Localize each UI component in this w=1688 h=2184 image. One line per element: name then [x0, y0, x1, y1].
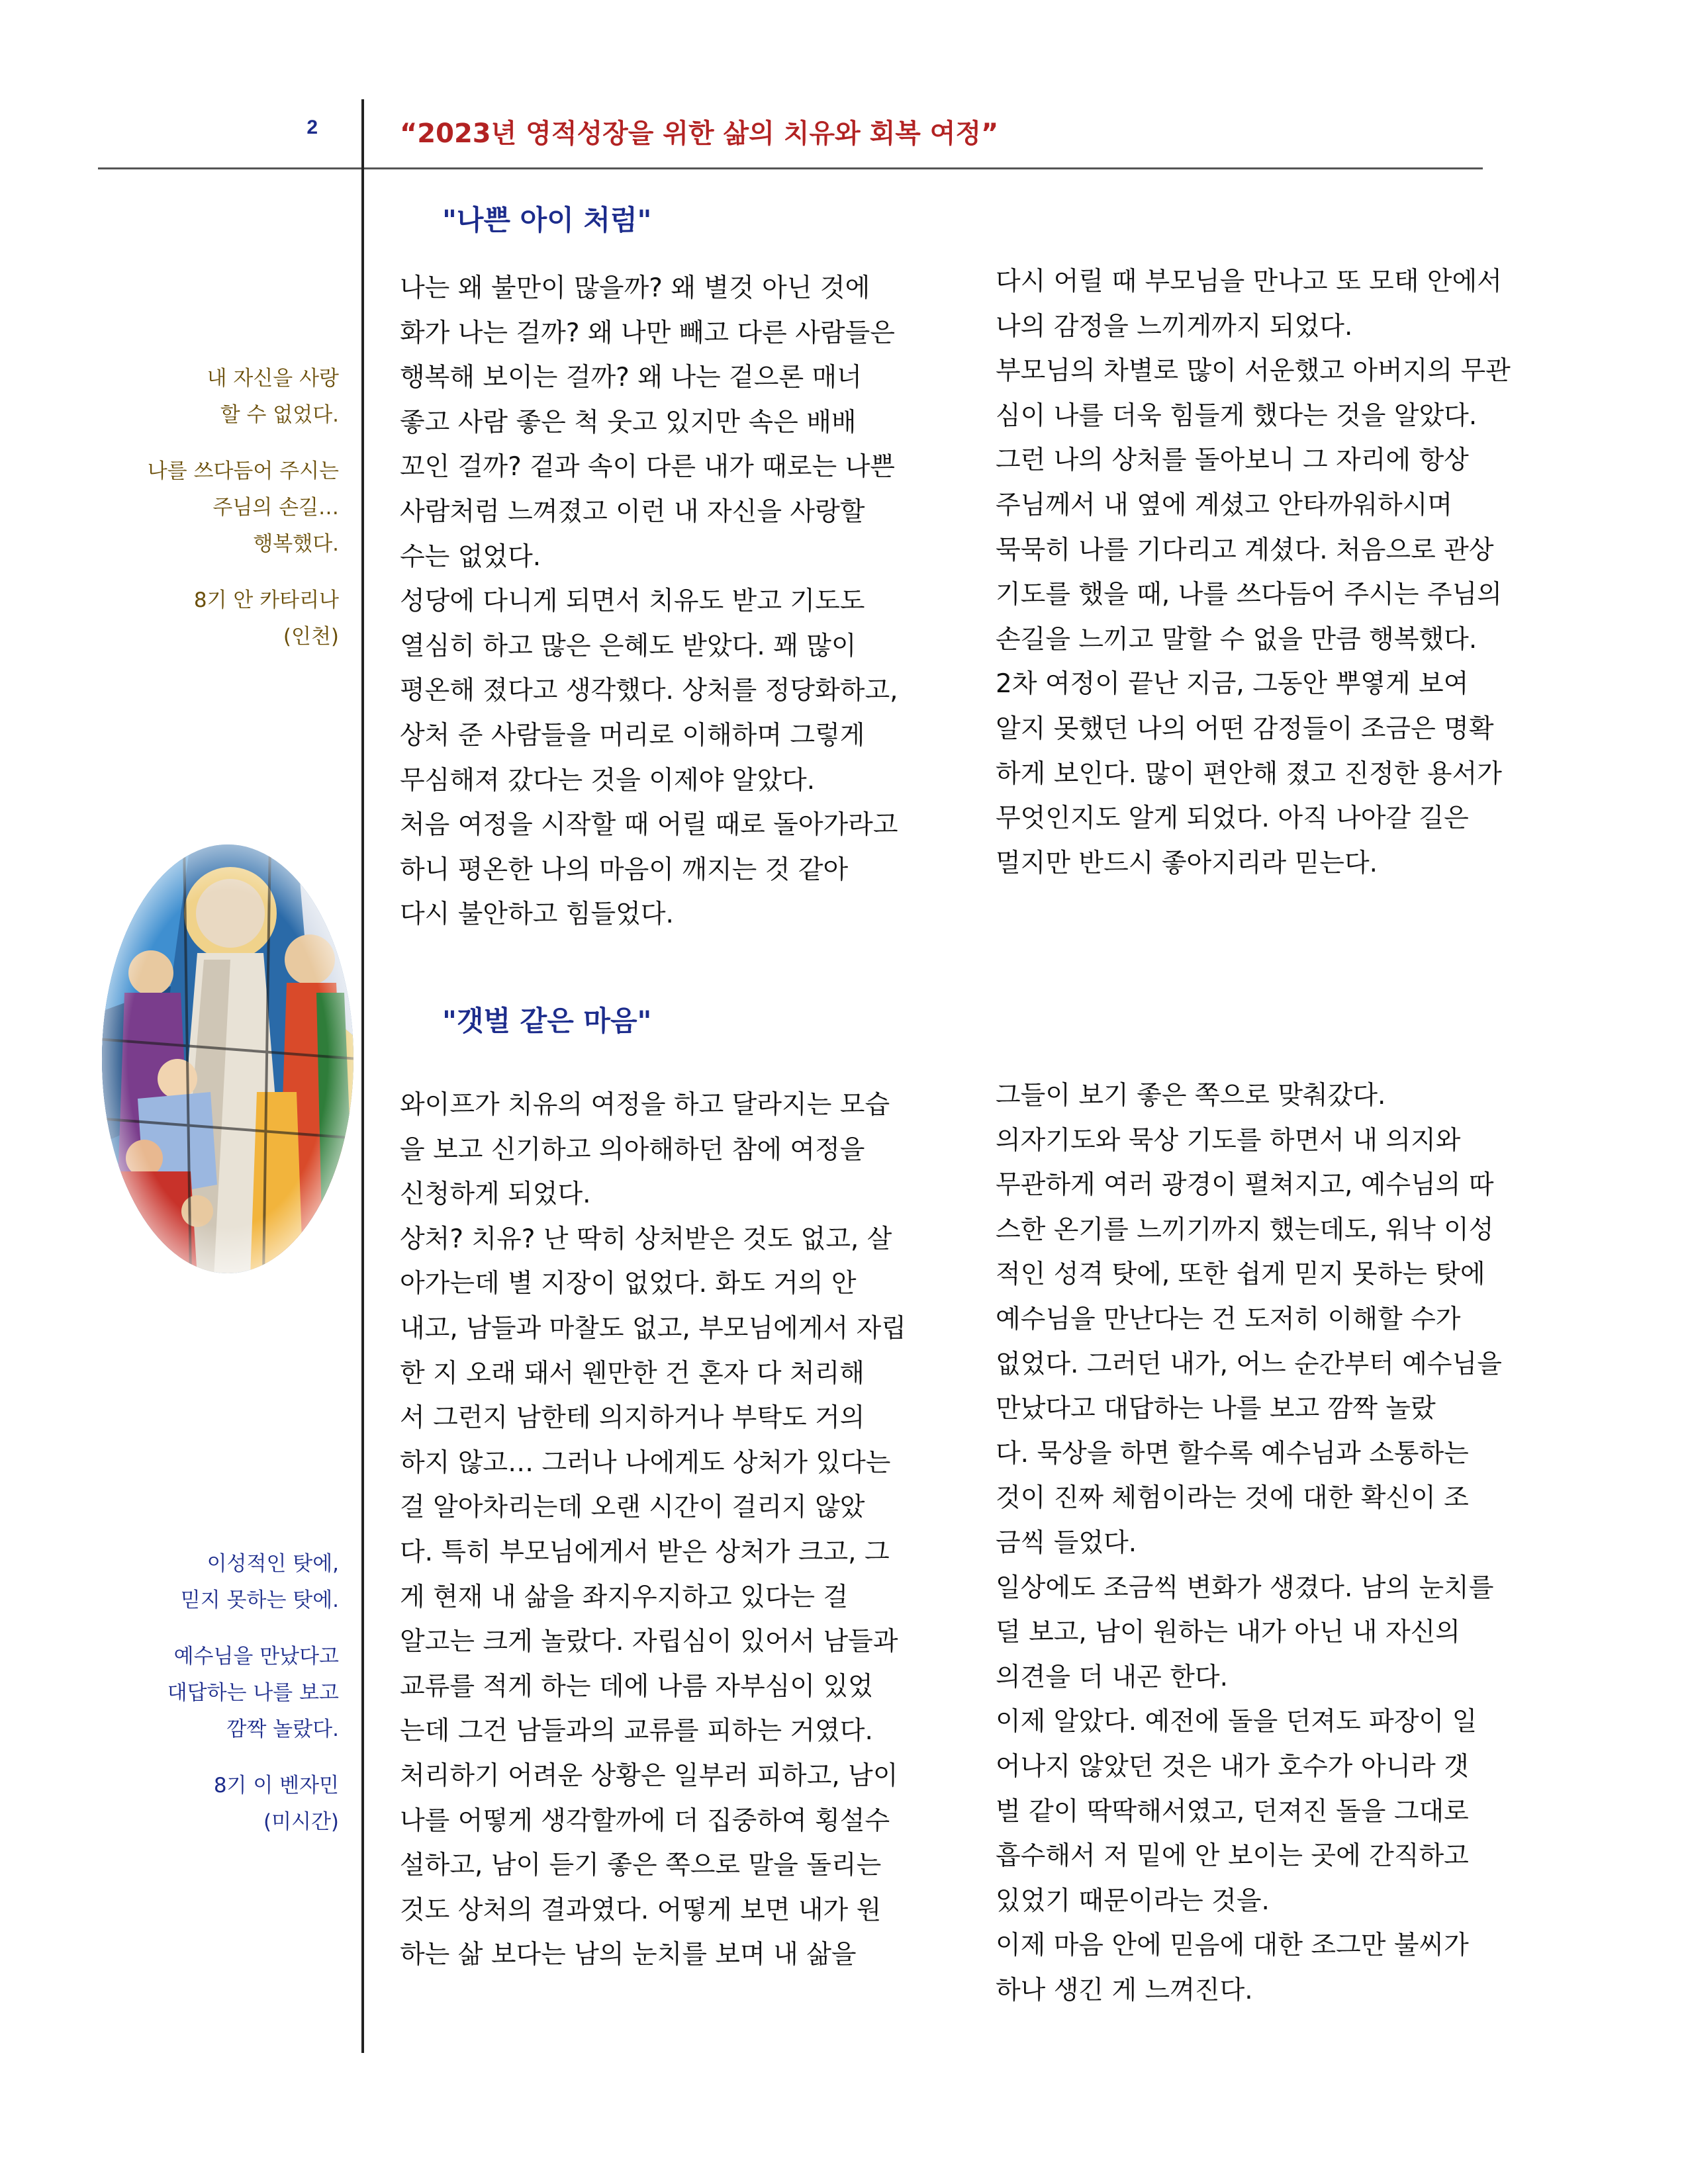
- text-line: 그런 나의 상처를 돌아보니 그 자리에 항상: [996, 445, 1469, 476]
- text-line: 손길을 느끼고 말할 수 없을 만큼 행복했다.: [996, 624, 1477, 655]
- sidebar-line: 행복했다.: [253, 532, 339, 556]
- text-line: 열심히 하고 많은 은혜도 받았다. 꽤 많이: [400, 631, 857, 661]
- text-line: 어나지 않았던 것은 내가 호수가 아니라 갯: [996, 1751, 1469, 1782]
- text-line: 나의 감정을 느끼게까지 되었다.: [996, 311, 1353, 341]
- text-line: 덜 보고, 남이 원하는 내가 아닌 내 자신의: [996, 1617, 1460, 1648]
- sidebar-line: 내 자신을 사랑: [207, 367, 339, 390]
- text-line: 꼬인 걸까? 겉과 속이 다른 내가 때로는 나쁜: [400, 452, 895, 482]
- text-line: 나를 어떻게 생각할까에 더 집중하여 횡설수: [400, 1805, 890, 1836]
- text-line: 벌 같이 딱딱해서였고, 던져진 돌을 그대로: [996, 1796, 1469, 1827]
- text-line: 있었기 때문이라는 것을.: [996, 1886, 1270, 1916]
- text-line: 다. 특히 부모님에게서 받은 상처가 크고, 그: [400, 1537, 890, 1567]
- text-line: 게 현재 내 삶을 좌지우지하고 있다는 걸: [400, 1582, 849, 1612]
- text-line: 신청하게 되었다.: [400, 1179, 591, 1210]
- text-line: 무심해져 갔다는 것을 이제야 알았다.: [400, 765, 816, 796]
- text-line: 성당에 다니게 되면서 치유도 받고 기도도: [400, 586, 865, 617]
- sidebar-quote-2: [87, 1546, 339, 1841]
- text-line: 것도 상처의 결과였다. 어떻게 보면 내가 원: [400, 1895, 882, 1925]
- text-line: 그들이 보기 좋은 쪽으로 맞춰갔다.: [996, 1081, 1386, 1111]
- article-1-title: "나쁜 아이 처럼": [442, 204, 652, 236]
- text-line: 만났다고 대답하는 나를 보고 깜짝 놀랐: [996, 1394, 1436, 1424]
- sidebar-author: 8기 이 벤자민: [213, 1774, 339, 1797]
- sidebar-line: 깜짝 놀랐다.: [226, 1717, 339, 1741]
- text-line: 아가는데 별 지장이 없었다. 화도 거의 안: [400, 1269, 857, 1299]
- text-line: 예수님을 만난다는 건 도저히 이해할 수가: [996, 1304, 1461, 1334]
- sidebar-line: 할 수 없었다.: [220, 403, 339, 427]
- text-line: 와이프가 치유의 여정을 하고 달라지는 모습: [400, 1090, 890, 1120]
- text-line: 다시 어릴 때 부모님을 만나고 또 모태 안에서: [996, 267, 1502, 296]
- text-line: 는데 그건 남들과의 교류를 피하는 거였다.: [400, 1716, 873, 1747]
- text-line: 한 지 오래 돼서 웬만한 건 혼자 다 처리해: [400, 1358, 865, 1388]
- text-line: 의자기도와 묵상 기도를 하면서 내 의지와: [996, 1125, 1461, 1156]
- text-line: 흡수해서 저 밑에 안 보이는 곳에 간직하고: [996, 1841, 1469, 1872]
- text-line: 상처 준 사람들을 머리로 이해하며 그렇게: [400, 720, 865, 751]
- article-1-right-column: [996, 259, 1511, 886]
- text-line: 을 보고 신기하고 의아해하던 참에 여정을: [400, 1134, 865, 1165]
- text-line: 다. 묵상을 하면 할수록 예수님과 소통하는: [996, 1438, 1469, 1469]
- text-line: 부모님의 차별로 많이 서운했고 아버지의 무관: [996, 356, 1511, 387]
- text-line: 내고, 남들과 마찰도 없고, 부모님에게서 자립: [400, 1313, 906, 1343]
- text-line: 서 그런지 남한테 의지하거나 부탁도 거의: [400, 1403, 865, 1433]
- text-line: 무엇인지도 알게 되었다. 아직 나아갈 길은: [996, 803, 1469, 834]
- article-2-title: "갯벌 같은 마음": [442, 1005, 652, 1037]
- text-line: 수는 없었다.: [400, 541, 541, 572]
- text-line: 기도를 했을 때, 나를 쓰다듬어 주시는 주님의: [996, 580, 1502, 610]
- text-line: 하나 생긴 게 느껴진다.: [996, 1975, 1253, 2005]
- sidebar-line: 대답하는 나를 보고: [167, 1681, 339, 1705]
- text-line: 교류를 적게 하는 데에 나름 자부심이 있었: [400, 1671, 873, 1702]
- sidebar-line: 예수님을 만났다고: [173, 1645, 339, 1668]
- text-line: 멀지만 반드시 좋아지리라 믿는다.: [996, 848, 1378, 878]
- text-line: 스한 온기를 느끼기까지 했는데도, 워낙 이성: [996, 1214, 1494, 1245]
- text-line: 의견을 더 내곤 한다.: [996, 1662, 1228, 1692]
- text-line: 묵묵히 나를 기다리고 계셨다. 처음으로 관상: [996, 535, 1494, 565]
- text-line: 처리하기 어려운 상황은 일부러 피하고, 남이: [400, 1760, 898, 1791]
- text-line: 화가 나는 걸까? 왜 나만 빼고 다른 사람들은: [400, 318, 895, 348]
- text-line: 적인 성격 탓에, 또한 쉽게 믿지 못하는 탓에: [996, 1259, 1485, 1290]
- sidebar-author: (인천): [283, 625, 339, 649]
- column-divider: [361, 99, 364, 2053]
- text-line: 일상에도 조금씩 변화가 생겼다. 남의 눈치를: [996, 1572, 1494, 1603]
- text-line: 사람처럼 느껴졌고 이런 내 자신을 사랑할: [400, 496, 865, 527]
- article-2-left-column: [400, 1083, 906, 1978]
- text-line: 알고는 크게 놀랐다. 자립심이 있어서 남들과: [400, 1627, 898, 1657]
- text-line: 2차 여정이 끝난 지금, 그동안 뿌옇게 보여: [996, 669, 1469, 700]
- text-line: 하는 삶 보다는 남의 눈치를 보며 내 삶을: [400, 1940, 857, 1970]
- article-2-right-column: [996, 1073, 1502, 2013]
- text-line: 좋고 사람 좋은 척 웃고 있지만 속은 배배: [400, 407, 857, 437]
- text-line: 평온해 졌다고 생각했다. 상처를 정당화하고,: [400, 676, 898, 706]
- text-line: 심이 나를 더욱 힘들게 했다는 것을 알았다.: [996, 400, 1477, 431]
- stained-glass-jesus-icon: [98, 841, 357, 1277]
- text-line: 걸 알아차리는데 오랜 시간이 걸리지 않았: [400, 1492, 865, 1523]
- sidebar-line: 이성적인 탓에,: [207, 1552, 339, 1576]
- text-line: 이제 마음 안에 믿음에 대한 조그만 불씨가: [996, 1931, 1469, 1961]
- text-line: 설하고, 남이 듣기 좋은 쪽으로 말을 돌리는: [400, 1850, 882, 1881]
- text-line: 상처? 치유? 난 딱히 상처받은 것도 없고, 살: [400, 1224, 892, 1254]
- text-line: 행복해 보이는 걸까? 왜 나는 겉으론 매너: [400, 363, 862, 393]
- header-divider: [98, 167, 1483, 169]
- text-line: 이제 알았다. 예전에 돌을 던져도 파장이 일: [996, 1707, 1477, 1737]
- text-line: 없었다. 그러던 내가, 어느 순간부터 예수님을: [996, 1349, 1502, 1379]
- text-line: 처음 여정을 시작할 때 어릴 때로 돌아가라고: [400, 810, 898, 841]
- page-title: “2023년 영적성장을 위한 삶의 치유와 회복 여정”: [400, 118, 999, 149]
- sidebar-line: 믿지 못하는 탓에.: [180, 1588, 339, 1612]
- sidebar-author: 8기 안 카타리나: [193, 588, 339, 612]
- text-line: 금씩 들었다.: [996, 1527, 1137, 1558]
- text-line: 다시 불안하고 힘들었다.: [400, 899, 674, 930]
- sidebar-line: 주님의 손길…: [212, 496, 339, 520]
- text-line: 하니 평온한 나의 마음이 깨지는 것 같아: [400, 854, 849, 885]
- text-line: 무관하게 여러 광경이 펼쳐지고, 예수님의 따: [996, 1170, 1494, 1201]
- text-line: 알지 못했던 나의 어떤 감정들이 조금은 명확: [996, 713, 1494, 744]
- stained-glass-image: [98, 841, 357, 1277]
- page-number: 2: [306, 116, 318, 138]
- sidebar-line: 나를 쓰다듬어 주시는: [147, 459, 339, 483]
- text-line: 하지 않고… 그러나 나에게도 상처가 있다는: [400, 1447, 891, 1478]
- text-line: 하게 보인다. 많이 편안해 졌고 진정한 용서가: [996, 758, 1502, 789]
- text-line: 주님께서 내 옆에 계셨고 안타까워하시며: [996, 490, 1453, 520]
- text-line: 나는 왜 불만이 많을까? 왜 별것 아닌 것에: [400, 273, 870, 303]
- article-1-left-column: [400, 266, 898, 937]
- sidebar-author: (미시간): [263, 1810, 339, 1834]
- sidebar-quote-1: [87, 361, 339, 655]
- text-line: 것이 진짜 체험이라는 것에 대한 확신이 조: [996, 1483, 1469, 1514]
